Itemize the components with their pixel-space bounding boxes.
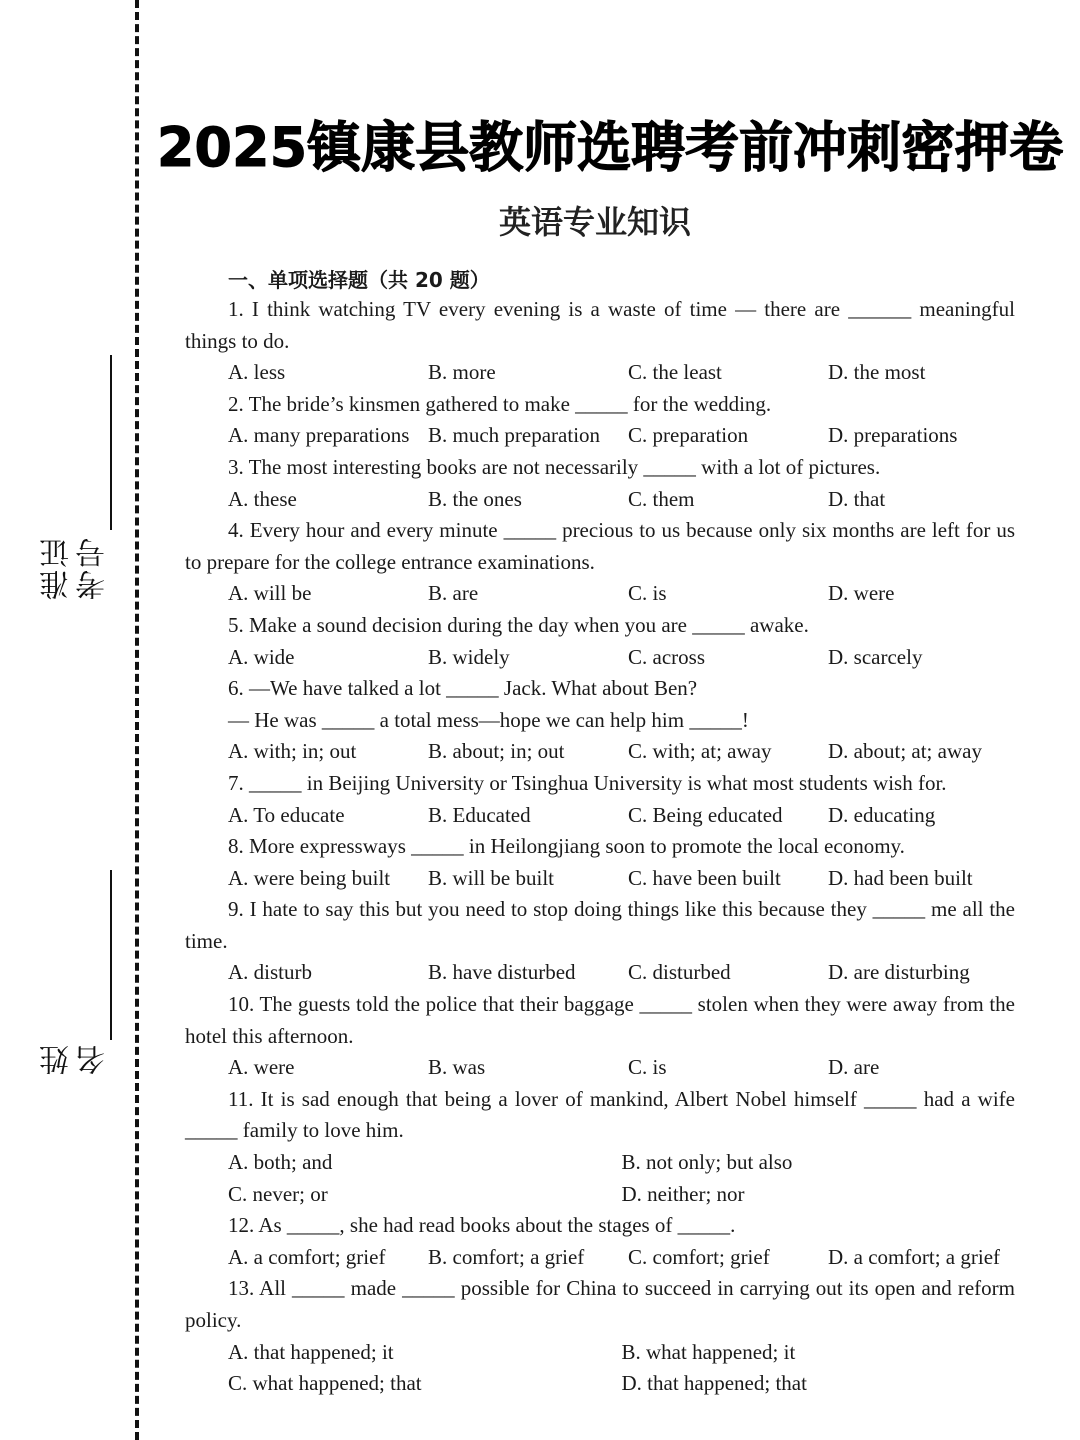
- question-options: [185, 1147, 1015, 1179]
- option[interactable]: A. these: [228, 486, 297, 511]
- option[interactable]: B. not only; but also: [621, 1150, 793, 1175]
- question-options: [185, 578, 1015, 610]
- option[interactable]: A. will be: [228, 581, 312, 606]
- question-options: [185, 1242, 1015, 1274]
- option[interactable]: C. with; at; away: [628, 739, 772, 764]
- question-stem: 9. I hate to say this but you need to stop doing things like this because they _____ me all the time.: [185, 897, 1015, 953]
- option[interactable]: A. were: [228, 1055, 295, 1080]
- question-options: [185, 1337, 1015, 1369]
- option[interactable]: D. about; at; away: [828, 739, 982, 764]
- option[interactable]: A. with; in; out: [228, 739, 357, 764]
- option[interactable]: D. educating: [828, 802, 936, 827]
- question-stem: 1. I think watching TV every evening is a waste of time — there are ______ meaningful things to do.: [185, 297, 1015, 353]
- question-stem: 13. All _____ made _____ possible for China to succeed in carrying out its open and reform policy.: [185, 1276, 1015, 1332]
- option[interactable]: C. what happened; that: [228, 1371, 422, 1396]
- question-options: [185, 642, 1015, 674]
- option[interactable]: A. wide: [228, 644, 295, 669]
- question-stem: 3. The most interesting books are not necessarily _____ with a lot of pictures.: [228, 454, 881, 479]
- page-subtitle: 英语专业知识: [498, 203, 691, 241]
- option[interactable]: C. never; or: [228, 1181, 328, 1206]
- question-stem-reply: — He was _____ a total mess—hope we can help him _____!: [228, 707, 749, 732]
- option[interactable]: A. less: [228, 360, 286, 385]
- option[interactable]: D. that: [828, 486, 886, 511]
- option[interactable]: A. many preparations: [228, 423, 410, 448]
- question-stem: 8. More expressways _____ in Heilongjiang soon to promote the local economy.: [228, 834, 905, 859]
- option[interactable]: C. disturbed: [628, 960, 731, 985]
- option[interactable]: D. neither; nor: [621, 1181, 745, 1206]
- question-stem: 10. The guests told the police that their baggage _____ stolen when they were away from the hotel this afternoon.: [185, 992, 1015, 1048]
- exam-id-label: 准证考号: [40, 536, 111, 600]
- option[interactable]: D. preparations: [828, 423, 958, 448]
- option[interactable]: B. Educated: [428, 802, 531, 827]
- question-stem: 4. Every hour and every minute _____ precious to us because only six months are left for us to prepare for the college entrance examinations.: [185, 518, 1015, 574]
- name-underline[interactable]: [110, 870, 112, 1040]
- binding-dashed-line: [135, 0, 139, 1440]
- option[interactable]: D. had been built: [828, 865, 973, 890]
- option[interactable]: C. them: [628, 486, 695, 511]
- section-heading: 一、单项选择题（共 20 题）: [228, 268, 490, 292]
- question-stem: 6. —We have talked a lot _____ Jack. What about Ben?: [228, 676, 698, 701]
- question-options: [185, 420, 1015, 452]
- question-stem: 2. The bride’s kinsmen gathered to make _____ for the wedding.: [228, 391, 772, 416]
- option[interactable]: B. are: [428, 581, 479, 606]
- option[interactable]: B. what happened; it: [621, 1339, 796, 1364]
- option[interactable]: A. disturb: [228, 960, 312, 985]
- option[interactable]: C. is: [628, 1055, 667, 1080]
- name-label: 姓名: [40, 1043, 111, 1075]
- option[interactable]: A. both; and: [228, 1150, 333, 1175]
- option[interactable]: A. that happened; it: [228, 1339, 394, 1364]
- option[interactable]: D. that happened; that: [621, 1371, 807, 1396]
- option[interactable]: D. a comfort; a grief: [828, 1244, 1001, 1269]
- option[interactable]: B. about; in; out: [428, 739, 565, 764]
- exam-id-underline[interactable]: [110, 355, 112, 530]
- question-options: [185, 863, 1015, 895]
- option[interactable]: C. the least: [628, 360, 722, 385]
- question-stem: 7. _____ in Beijing University or Tsinghua University is what most students wish for.: [228, 770, 947, 795]
- option[interactable]: B. the ones: [428, 486, 522, 511]
- option[interactable]: B. have disturbed: [428, 960, 576, 985]
- option[interactable]: C. across: [628, 644, 705, 669]
- question-options: [185, 800, 1015, 832]
- option[interactable]: D. the most: [828, 360, 926, 385]
- option[interactable]: A. were being built: [228, 865, 391, 890]
- option[interactable]: C. Being educated: [628, 802, 783, 827]
- option[interactable]: B. much preparation: [428, 423, 601, 448]
- question-options: [185, 957, 1015, 989]
- option[interactable]: C. have been built: [628, 865, 781, 890]
- option[interactable]: B. more: [428, 360, 496, 385]
- question-stem: 11. It is sad enough that being a lover of mankind, Albert Nobel himself _____ had a wife _____ family to love him.: [185, 1086, 1015, 1143]
- option[interactable]: D. were: [828, 581, 895, 606]
- question-options: [185, 484, 1015, 516]
- question-list: [185, 294, 1015, 1400]
- question-options: [185, 1179, 1015, 1211]
- page-title: 2025镇康县教师选聘考前冲刺密押卷: [156, 116, 1064, 179]
- option[interactable]: D. are disturbing: [828, 960, 970, 985]
- option[interactable]: D. scarcely: [828, 644, 923, 669]
- question-stem: 12. As _____, she had read books about the stages of _____.: [228, 1213, 736, 1238]
- option[interactable]: C. comfort; grief: [628, 1244, 770, 1269]
- option[interactable]: B. widely: [428, 644, 510, 669]
- option[interactable]: D. are: [828, 1055, 880, 1080]
- option[interactable]: C. preparation: [628, 423, 749, 448]
- question-options: [185, 1052, 1015, 1084]
- option[interactable]: B. was: [428, 1055, 486, 1080]
- option[interactable]: A. To educate: [228, 802, 345, 827]
- question-stem: 5. Make a sound decision during the day when you are _____ awake.: [228, 612, 809, 637]
- option[interactable]: C. is: [628, 581, 667, 606]
- option[interactable]: B. will be built: [428, 865, 554, 890]
- option[interactable]: B. comfort; a grief: [428, 1244, 585, 1269]
- option[interactable]: A. a comfort; grief: [228, 1244, 386, 1269]
- question-options: [185, 1368, 1015, 1400]
- question-options: [185, 736, 1015, 768]
- question-options: [185, 357, 1015, 389]
